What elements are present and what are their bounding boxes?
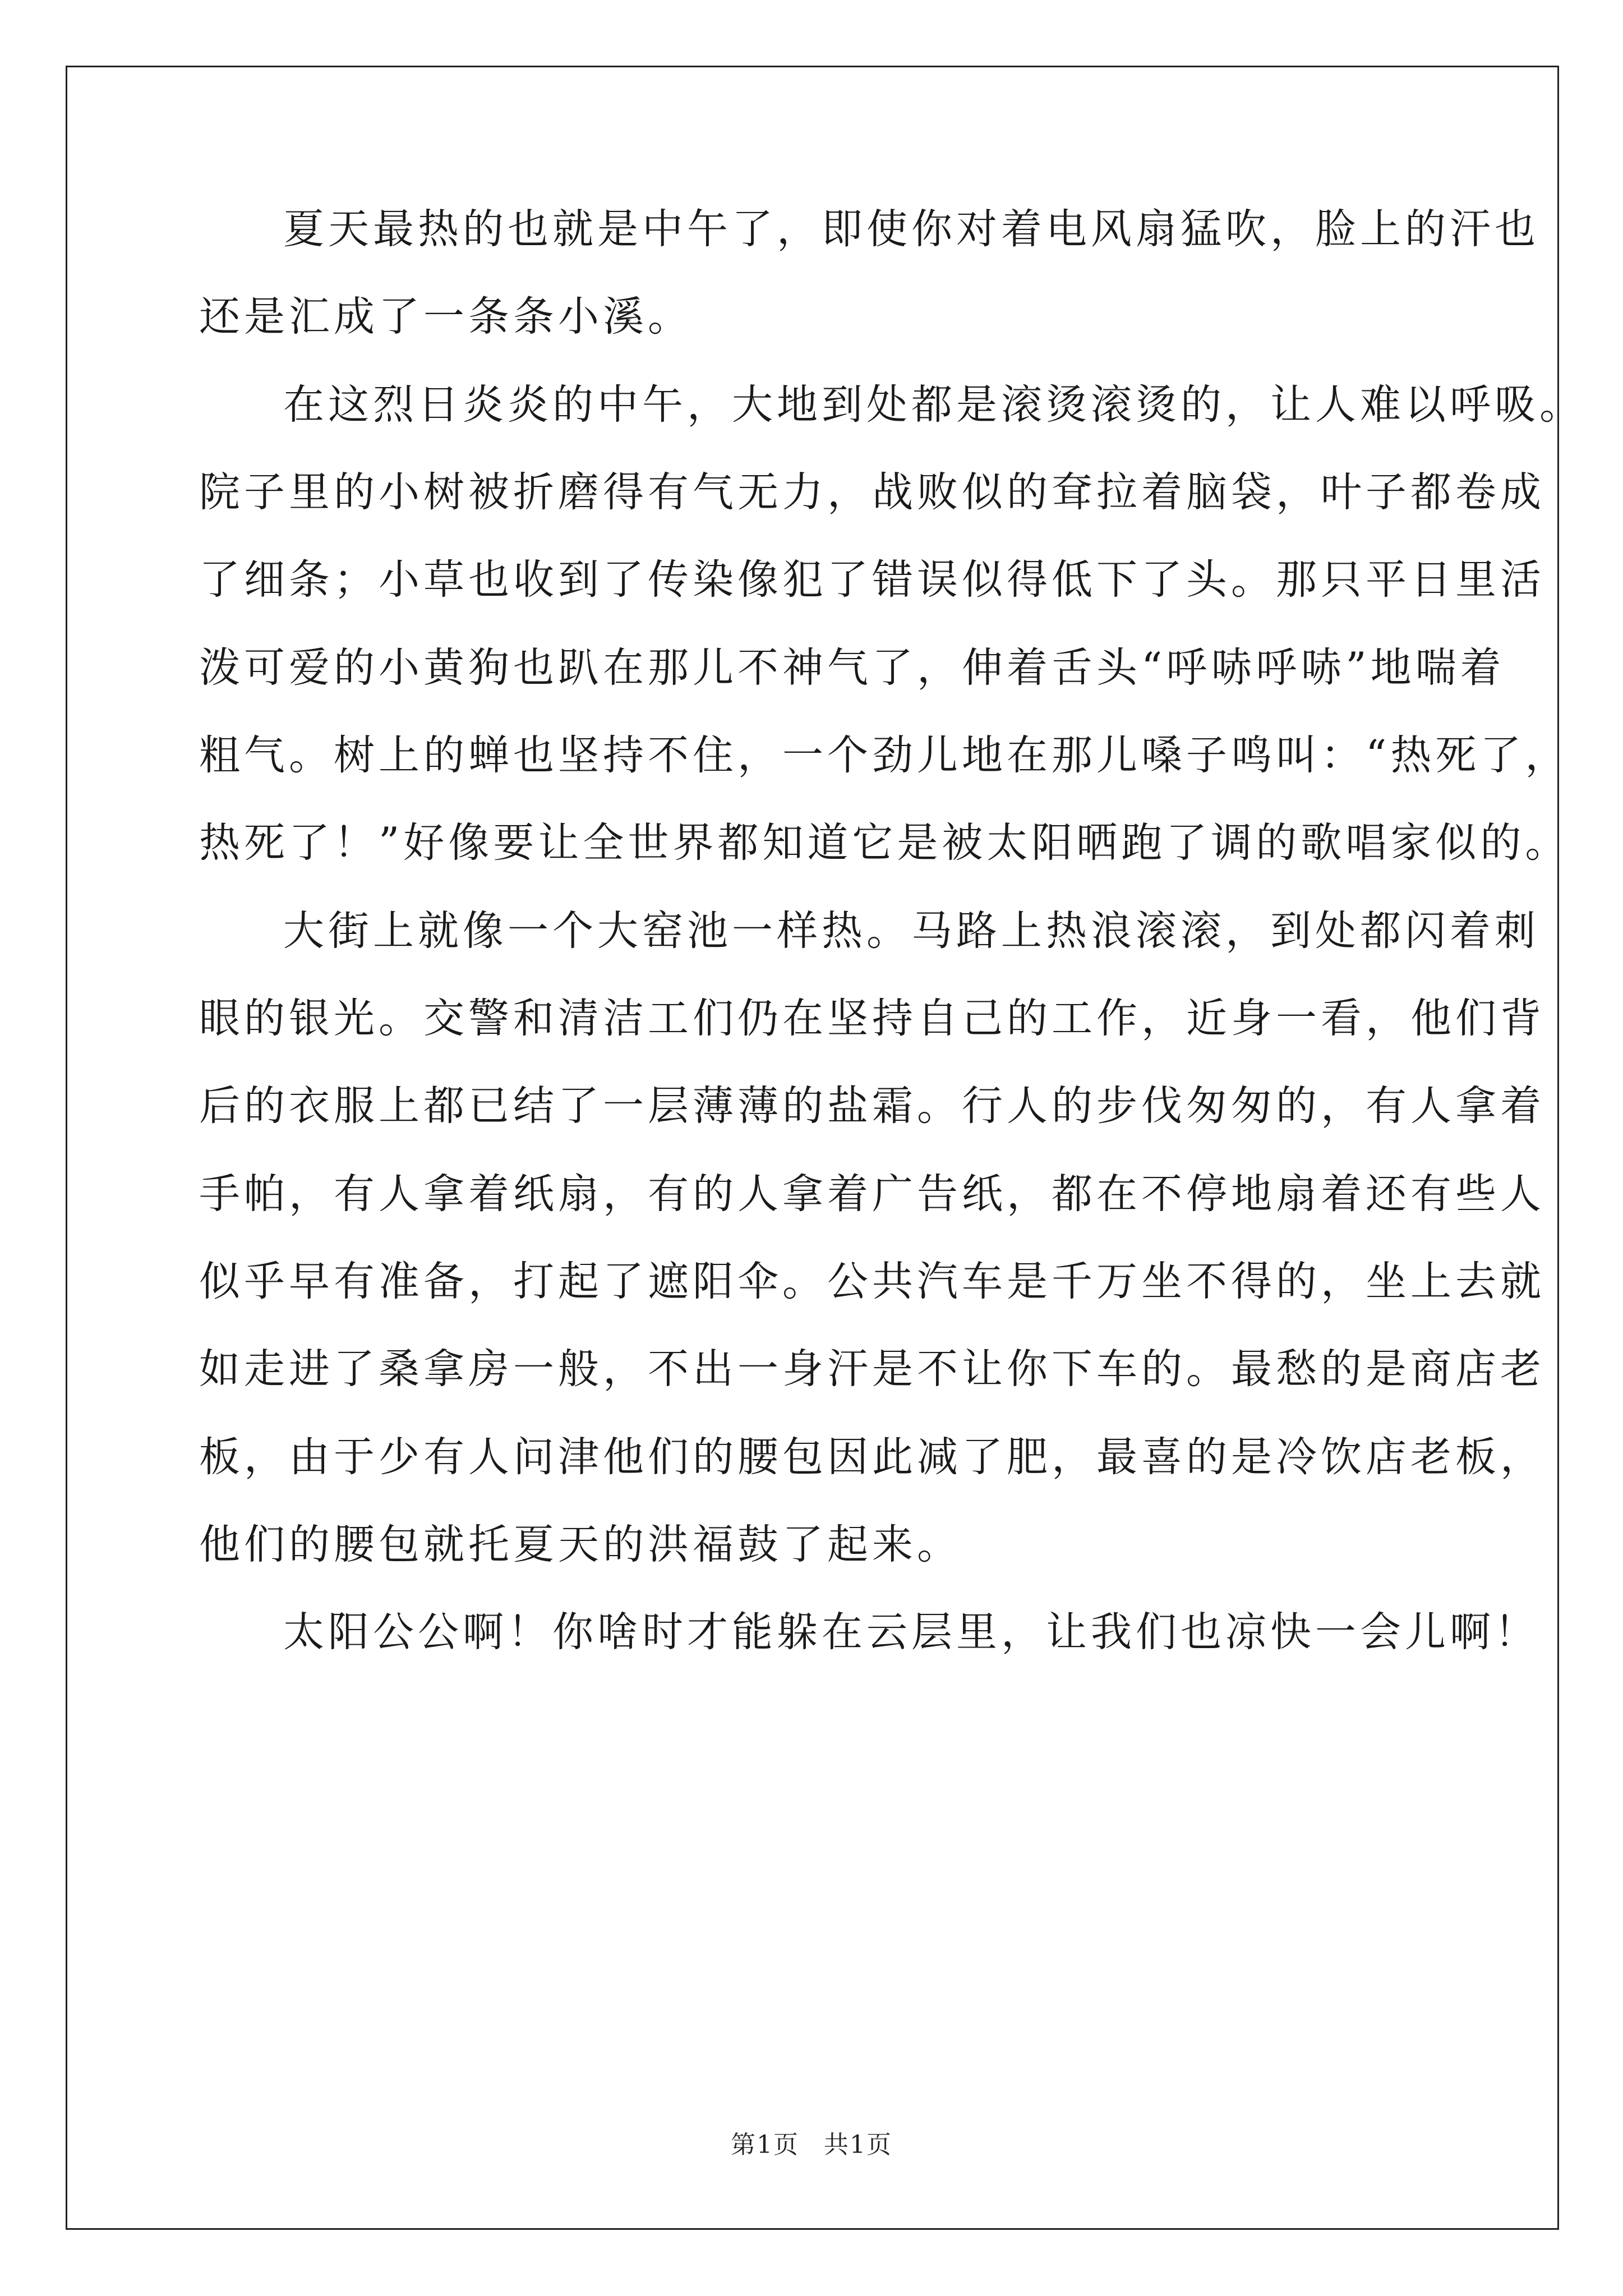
paragraph-3-line-7: 板，由于少有人问津他们的腰包因此减了肥，最喜的是冷饮店老板， xyxy=(199,1433,1545,1481)
paragraph-1-line-2: 还是汇成了一条条小溪。 xyxy=(199,293,693,341)
page-total: 共1页 xyxy=(824,2131,892,2159)
paragraph-3-line-5: 似乎早有准备，打起了遮阳伞。公共汽车是千万坐不得的，坐上去就 xyxy=(199,1258,1545,1305)
paragraph-3-line-1: 大街上就像一个大窑池一样热。马路上热浪滚滚，到处都闪着刺 xyxy=(283,907,1539,955)
paragraph-3-line-2: 眼的银光。交警和清洁工们仍在坚持自己的工作，近身一看，他们背 xyxy=(199,995,1545,1042)
page-footer xyxy=(0,2124,1623,2160)
paragraph-2-line-6: 热死了！”好像要让全世界都知道它是被太阳晒跑了调的歌唱家似的。 xyxy=(199,819,1570,867)
paragraph-3-line-3: 后的衣服上都已结了一层薄薄的盐霜。行人的步伐匆匆的，有人拿着 xyxy=(199,1082,1545,1130)
paragraph-4-line-1: 太阳公公啊！你啥时才能躲在云层里，让我们也凉快一会儿啊！ xyxy=(283,1608,1539,1656)
paragraph-1-line-1: 夏天最热的也就是中午了，即使你对着电风扇猛吹，脸上的汗也 xyxy=(283,205,1539,253)
paragraph-2-line-5: 粗气。树上的蝉也坚持不住，一个劲儿地在那儿嗓子鸣叫：“热死了， xyxy=(199,731,1570,779)
paragraph-3-line-4: 手帕，有人拿着纸扇，有的人拿着广告纸，都在不停地扇着还有些人 xyxy=(199,1170,1545,1218)
page-number: 第1页 xyxy=(731,2131,799,2159)
paragraph-2-line-4: 泼可爱的小黄狗也趴在那儿不神气了，伸着舌头“呼哧呼哧”地喘着 xyxy=(199,644,1505,692)
paragraph-3-line-8: 他们的腰包就托夏天的洪福鼓了起来。 xyxy=(199,1521,962,1568)
paragraph-2-line-3: 了细条；小草也收到了传染像犯了错误似得低下了头。那只平日里活 xyxy=(199,556,1545,604)
paragraph-2-line-2: 院子里的小树被折磨得有气无力，战败似的耷拉着脑袋，叶子都卷成 xyxy=(199,468,1545,516)
paragraph-2-line-1: 在这烈日炎炎的中午，大地到处都是滚烫滚烫的，让人难以呼吸。 xyxy=(283,381,1584,429)
paragraph-3-line-6: 如走进了桑拿房一般，不出一身汗是不让你下车的。最愁的是商店老 xyxy=(199,1345,1545,1393)
